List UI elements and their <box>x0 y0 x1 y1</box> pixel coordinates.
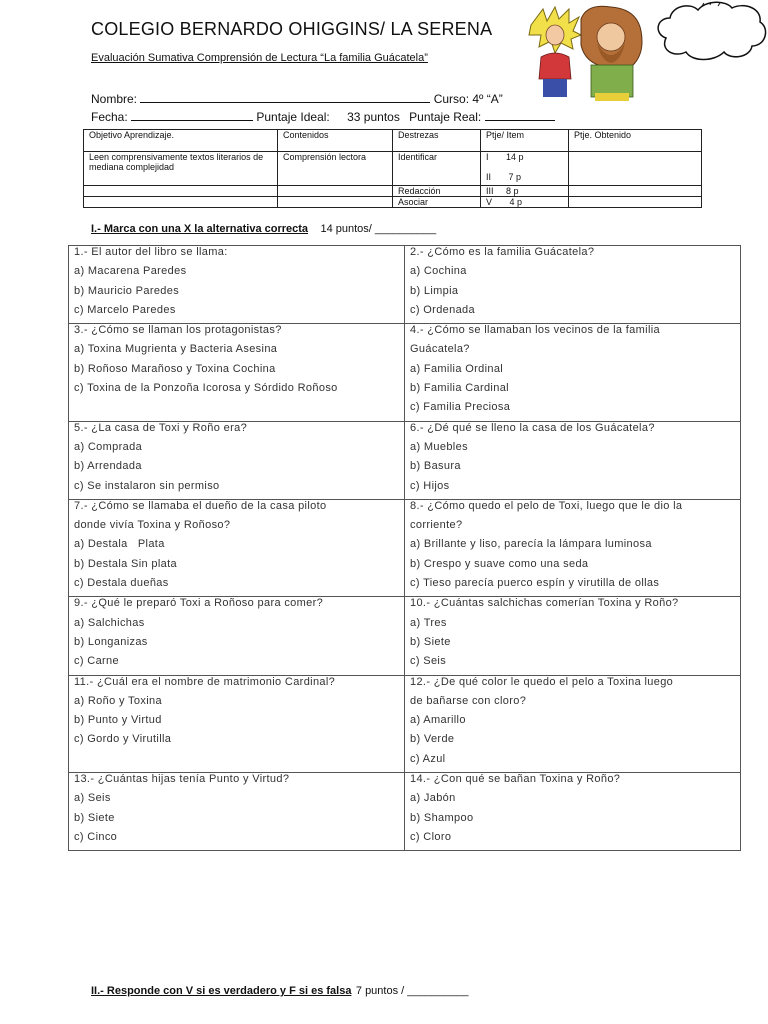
skill-cell: Asociar <box>393 197 481 208</box>
question-cell <box>69 597 405 675</box>
answer-option[interactable]: b) Longanizas <box>74 635 148 648</box>
answer-option[interactable]: a) Comprada <box>74 440 143 453</box>
answer-option[interactable]: c) Azul <box>410 752 446 765</box>
question-cell <box>405 675 741 772</box>
question-text: 6.- ¿Dé qué se lleno la casa de los Guácatela? <box>410 421 655 434</box>
section-1-points: 14 puntos/ __________ <box>320 223 437 235</box>
question-cell <box>405 324 741 421</box>
answer-option[interactable]: b) Familia Cardinal <box>410 382 509 395</box>
item-cell: I 14 p <box>481 152 569 172</box>
question-cell <box>405 246 741 324</box>
objectives-row <box>84 197 702 208</box>
answer-option[interactable]: c) Hijos <box>410 479 450 492</box>
section-1-heading: I.- Marca con una X la alternativa correcta <box>91 223 309 235</box>
question-text: corriente? <box>410 519 463 532</box>
question-cell <box>405 597 741 675</box>
answer-option[interactable]: c) Se instalaron sin permiso <box>74 479 220 492</box>
answer-option[interactable]: c) Toxina de la Ponzoña Icorosa y Sórdido Roñoso <box>74 382 338 395</box>
header-contenidos: Contenidos <box>278 130 393 152</box>
date-row <box>91 109 555 124</box>
answer-option[interactable]: b) Punto y Virtud <box>74 714 162 727</box>
answer-option[interactable]: c) Seis <box>410 655 447 668</box>
question-text: 14.- ¿Con qué se bañan Toxina y Roño? <box>410 773 621 786</box>
section-1-heading-row <box>91 219 436 237</box>
answer-option[interactable]: b) Roñoso Marañoso y Toxina Cochina <box>74 362 276 375</box>
answer-option[interactable]: c) Marcelo Paredes <box>74 303 176 316</box>
question-text: 8.- ¿Cómo quedo el pelo de Toxi, luego que le dio la <box>410 499 683 512</box>
question-row <box>69 597 741 675</box>
question-cell <box>69 246 405 324</box>
question-cell <box>69 773 405 851</box>
answer-option[interactable]: b) Arrendada <box>74 460 142 473</box>
question-cell <box>69 324 405 421</box>
question-cell <box>405 421 741 499</box>
puntaje-real-input[interactable] <box>485 109 555 121</box>
question-cell <box>405 499 741 596</box>
answer-option[interactable]: a) Seis <box>74 792 111 805</box>
answer-option[interactable]: a) Muebles <box>410 440 468 453</box>
answer-option[interactable]: a) Destala Plata <box>74 538 165 551</box>
question-text: 5.- ¿La casa de Toxi y Roño era? <box>74 421 248 434</box>
question-row <box>69 675 741 772</box>
name-row <box>91 91 503 106</box>
header-destrezas: Destrezas <box>393 130 481 152</box>
answer-option[interactable]: c) Gordo y Virutilla <box>74 733 172 746</box>
question-cell <box>69 421 405 499</box>
question-text: Guácatela? <box>410 343 470 356</box>
answer-option[interactable]: a) Jabón <box>410 792 456 805</box>
answer-option[interactable]: c) Ordenada <box>410 303 475 316</box>
question-text: de bañarse con cloro? <box>410 694 527 707</box>
answer-option[interactable]: b) Limpia <box>410 284 459 297</box>
obtained-cell[interactable] <box>569 197 702 208</box>
answer-option[interactable]: b) Verde <box>410 733 455 746</box>
answer-option[interactable]: b) Mauricio Paredes <box>74 284 180 297</box>
answer-option[interactable]: c) Cloro <box>410 830 452 843</box>
objectives-row <box>84 186 702 197</box>
objectives-table <box>83 129 702 208</box>
curso-label: Curso: 4º “A” <box>433 92 503 106</box>
answer-option[interactable]: a) Amarillo <box>410 714 466 727</box>
fecha-label: Fecha: <box>91 110 128 124</box>
question-cell <box>69 499 405 596</box>
question-row <box>69 246 741 324</box>
header-ptje-item: Ptje/ Item <box>481 130 569 152</box>
section-2-heading: II.- Responde con V si es verdadero y F si es falsa <box>91 985 352 997</box>
answer-option[interactable]: c) Cinco <box>74 830 118 843</box>
answer-option[interactable]: b) Shampoo <box>410 811 474 824</box>
question-row <box>69 421 741 499</box>
puntaje-ideal-value: 33 puntos <box>347 110 400 124</box>
question-text: 10.- ¿Cuántas salchichas comerían Toxina y Roño? <box>410 597 679 610</box>
objectives-row <box>84 152 702 172</box>
nombre-input[interactable] <box>140 91 430 103</box>
item-cell: III 8 p <box>481 186 569 197</box>
question-row <box>69 773 741 851</box>
question-text: 9.- ¿Qué le preparó Toxi a Roñoso para comer? <box>74 597 324 610</box>
fecha-input[interactable] <box>131 109 253 121</box>
question-row <box>69 499 741 596</box>
answer-option[interactable]: a) Macarena Paredes <box>74 265 187 278</box>
question-row <box>69 324 741 421</box>
puntaje-ideal-label: Puntaje Ideal: <box>256 110 330 124</box>
question-text: 7.- ¿Cómo se llamaba el dueño de la casa piloto <box>74 499 327 512</box>
section-2-heading-row <box>91 981 468 999</box>
thought-cloud-icon <box>652 0 768 64</box>
header-objetivo: Objetivo Aprendizaje. <box>84 130 278 152</box>
question-cell <box>405 773 741 851</box>
question-text: 2.- ¿Cómo es la familia Guácatela? <box>410 246 595 258</box>
objectives-header-row <box>84 130 702 152</box>
answer-option[interactable]: c) Destala dueñas <box>74 577 169 590</box>
answer-option[interactable]: c) Tieso parecía puerco espín y virutilla de ollas <box>410 577 660 590</box>
obtained-cell[interactable] <box>569 186 702 197</box>
item-cell: V 4 p <box>481 197 569 208</box>
answer-option[interactable]: b) Siete <box>410 635 451 648</box>
question-text: 3.- ¿Cómo se llaman los protagonistas? <box>74 324 282 337</box>
objective-cell: Leen comprensivamente textos literarios de mediana complejidad <box>84 152 278 186</box>
answer-option[interactable]: a) Salchichas <box>74 616 145 629</box>
question-text: 1.- El autor del libro se llama: <box>74 246 228 258</box>
characters-illustration <box>525 5 645 103</box>
answer-option[interactable]: b) Siete <box>74 811 115 824</box>
answer-option[interactable]: a) Cochina <box>410 265 467 278</box>
answer-option[interactable]: b) Crespo y suave como una seda <box>410 557 589 570</box>
puntaje-real-label: Puntaje Real: <box>409 110 482 124</box>
item-cell: II 7 p <box>481 172 569 186</box>
answer-option[interactable]: a) Tres <box>410 616 447 629</box>
answer-option[interactable]: b) Destala Sin plata <box>74 557 177 570</box>
section-2-points: 7 puntos / __________ <box>355 985 469 997</box>
question-text: 4.- ¿Cómo se llamaban los vecinos de la familia <box>410 324 660 337</box>
answer-option[interactable]: a) Familia Ordinal <box>410 362 504 375</box>
question-cell <box>69 675 405 772</box>
question-text: 13.- ¿Cuántas hijas tenía Punto y Virtud? <box>74 773 290 786</box>
nombre-label: Nombre: <box>91 92 138 106</box>
questions-grid <box>68 245 741 851</box>
content-cell: Comprensión lectora <box>278 152 393 186</box>
evaluation-title: Evaluación Sumativa Comprensión de Lectura “La familia Guácatela” <box>91 52 428 64</box>
header-ptje-obtenido: Ptje. Obtenido <box>569 130 702 152</box>
question-text: 11.- ¿Cuál era el nombre de matrimonio Cardinal? <box>74 675 336 688</box>
question-text: donde vivía Toxina y Roñoso? <box>74 519 231 532</box>
skill-cell: Identificar <box>393 152 481 186</box>
answer-option[interactable]: a) Toxina Mugrienta y Bacteria Asesina <box>74 343 278 356</box>
obtained-cell[interactable] <box>569 152 702 186</box>
answer-option[interactable]: b) Basura <box>410 460 461 473</box>
answer-option[interactable]: c) Carne <box>74 655 119 668</box>
school-title: COLEGIO BERNARDO OHIGGINS/ LA SERENA <box>91 19 493 39</box>
skill-cell: Redacción <box>393 186 481 197</box>
question-text: 12.- ¿De qué color le quedo el pelo a Toxina luego <box>410 675 674 688</box>
answer-option[interactable]: a) Brillante y liso, parecía la lámpara luminosa <box>410 538 652 551</box>
answer-option[interactable]: c) Familia Preciosa <box>410 401 511 414</box>
answer-option[interactable]: a) Roño y Toxina <box>74 694 162 707</box>
